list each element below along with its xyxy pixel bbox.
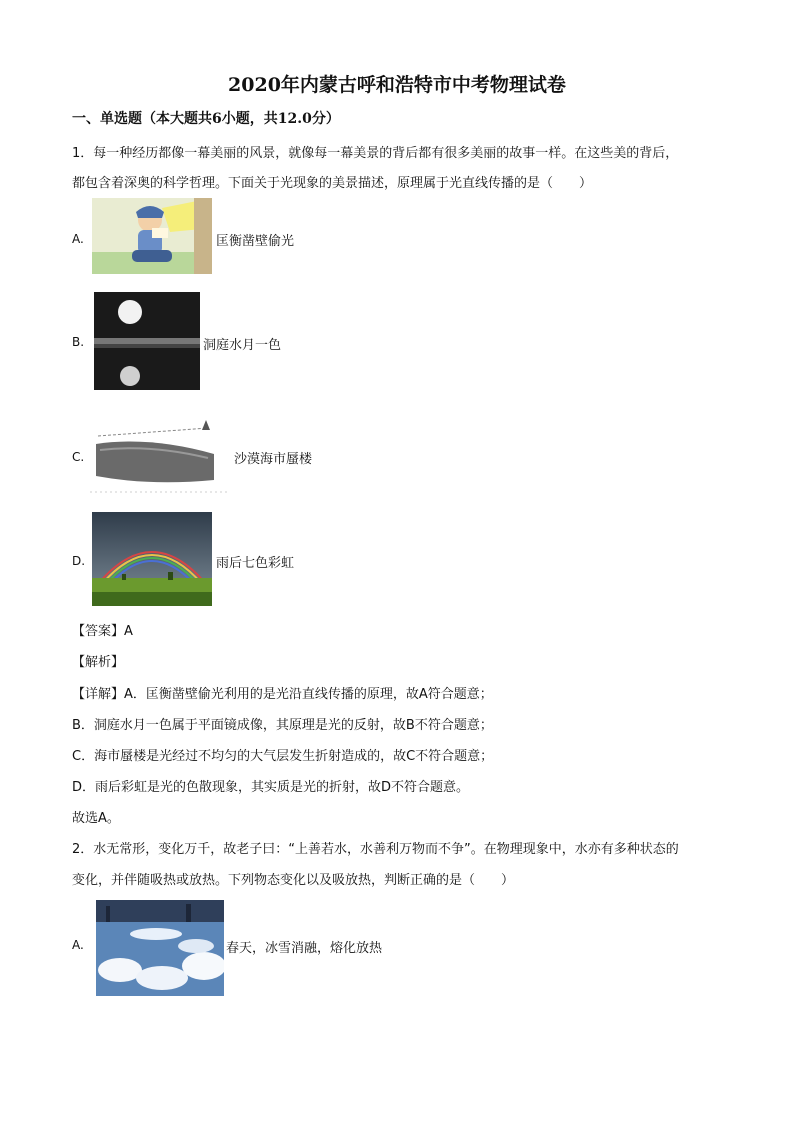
question-1-text-line-2: 都包含着深奥的科学哲理。下面关于光现象的美景描述，原理属于光直线传播的是（ ） <box>72 176 593 191</box>
analysis-line-2: B．洞庭水月一色属于平面镜成像，其原理是光的反射，故B不符合题意； <box>72 718 493 733</box>
question-1-text-line-1: 1．每一种经历都像一幕美丽的风景，就像每一幕美景的背后都有很多美丽的故事一样。在这些美的背后， <box>72 146 679 161</box>
option-b-text: 洞庭水月一色 <box>203 338 282 353</box>
analysis-line-5: 故选A。 <box>72 811 120 826</box>
page-title: 2020年内蒙古呼和浩特市中考物理试卷 <box>228 74 566 96</box>
option-c-image <box>90 414 230 498</box>
option-a-text: 匡衡凿壁偷光 <box>216 234 295 249</box>
option-b-letter: B. <box>72 335 85 349</box>
option-d-letter: D. <box>72 554 86 568</box>
q2-option-a-letter: A. <box>72 938 84 952</box>
option-a-letter: A. <box>72 232 84 246</box>
option-b-image <box>94 292 200 390</box>
question-2-text-line-2: 变化，并伴随吸热或放热。下列物态变化以及吸放热，判断正确的是（ ） <box>72 873 515 888</box>
q2-option-a-image <box>96 900 224 996</box>
analysis-line-4: D．雨后彩虹是光的色散现象，其实质是光的折射，故D不符合题意。 <box>72 780 470 795</box>
analysis-line-3: C．海市蜃楼是光经过不均匀的大气层发生折射造成的，故C不符合题意； <box>72 749 494 764</box>
q2-option-a-text: 春天，冰雪消融，熔化放热 <box>226 941 383 956</box>
option-c-text: 沙漠海市蜃楼 <box>234 452 313 467</box>
analysis-line-1: 【详解】A．匡衡凿壁偷光利用的是光沿直线传播的原理，故A符合题意； <box>72 687 493 702</box>
answer-line: 【答案】A <box>72 624 133 639</box>
section-heading: 一、单选题（本大题共6小题，共12.0分） <box>72 111 340 127</box>
option-a-image <box>92 198 212 274</box>
option-c-letter: C. <box>72 450 85 464</box>
analysis-label: 【解析】 <box>72 655 125 670</box>
option-d-text: 雨后七色彩虹 <box>216 556 295 571</box>
question-2-text-line-1: 2．水无常形，变化万千，故老子曰：“上善若水，水善利万物而不争”。在物理现象中，水亦有多种状态的 <box>72 842 679 857</box>
option-d-image <box>92 512 212 606</box>
